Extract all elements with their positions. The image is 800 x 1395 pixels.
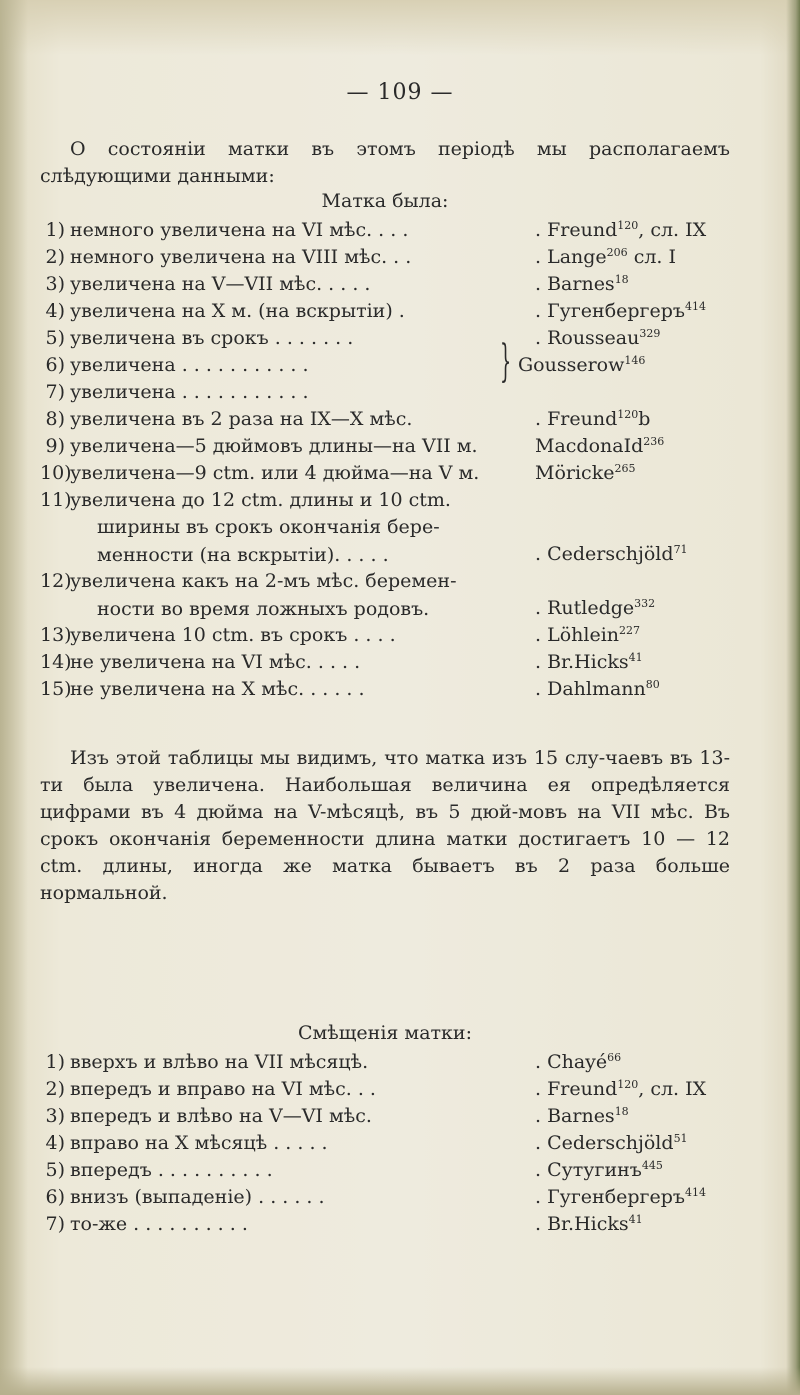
row-number: 15) [40,678,72,700]
row-text: внизъ (выпаденіе) [70,1186,253,1208]
row-dots: . . [387,246,412,268]
row-number: 10) [40,462,72,484]
source-ref: 18 [614,273,629,286]
row-number: 2) [45,1078,65,1100]
source-ref: 41 [628,651,643,664]
source-name: . Сутугинъ [535,1159,642,1181]
row-text: немного увеличена на VIII мѣс. [70,246,388,268]
row-source [535,1049,621,1076]
source-ref: 66 [607,1051,622,1064]
source-name: . Barnes [535,1105,615,1127]
row-number: 5) [45,1159,65,1181]
row-text: увеличена какъ на 2-мъ мѣс. беремен- [70,570,457,592]
entry-11-continuation-2: менности (на вскрытіи). . . . . [97,544,389,566]
source-name: . Freund [535,1078,618,1100]
row-dots: . . . . . . . [268,327,354,349]
row-dots: . . . . [311,651,361,673]
source-name: . Lange [535,246,607,268]
source-name: . Гугенбергеръ [535,1186,685,1208]
row-dots: . . . . . . [252,1186,325,1208]
source-tail: b [638,408,651,430]
table-row [40,1130,730,1157]
row-dots: . . . . . . . . . . . [175,381,309,403]
row-dots: . . . . . . . . . . . [175,354,309,376]
entry-11-continuation: ширины въ срокъ окончанія бере- [97,516,440,538]
source-ref: 71 [673,543,688,556]
source-name: . Chayé [535,1051,608,1073]
source-ref: 120 [617,219,639,232]
intro-text: О состояніи матки въ этомъ періодѣ мы располагаемъ слѣдующими данными: [40,138,730,187]
table1-heading: Матка была: [321,190,449,212]
table-row [40,676,730,703]
row-number: 6) [45,1186,65,1208]
source-name: . Rutledge [535,597,635,619]
table-row [40,622,730,649]
table-row [40,244,730,271]
source-name: . Freund [535,408,618,430]
row-number: 4) [45,1132,65,1154]
row-source [535,298,706,325]
row-text: не увеличена на X мѣс. [70,678,305,700]
table2-heading: Смѣщенія матки: [297,1022,472,1044]
row-text: вправо на X мѣсяцѣ [70,1132,268,1154]
row-text: увеличена [70,354,176,376]
source-ref: 227 [619,624,641,637]
row-dots: . . . . . . . . . . [151,1159,273,1181]
row-source [535,460,635,487]
row-number: 14) [40,651,72,673]
row-text: то-же [70,1213,128,1235]
table-row [40,406,730,433]
source-name: . Löhlein [535,624,620,646]
row-dots: . [392,300,405,322]
row-number: 2) [45,246,65,268]
table-row [40,1076,730,1103]
row-source [535,649,643,676]
source-tail: сл. I [627,246,677,268]
source-ref: 120 [617,1078,639,1091]
row-text: увеличена 10 ctm. въ срокъ [70,624,348,646]
row-text: не увеличена на VI мѣс. [70,651,312,673]
row-text: впередъ [70,1159,152,1181]
row-source [535,1076,706,1103]
source-ref: 445 [641,1159,663,1172]
row-number: 6) [45,354,65,376]
row-dots: . . . . [322,273,371,295]
source-ref: 146 [624,354,646,367]
source-ref: 329 [639,327,661,340]
row-dots: . . . . . [267,1132,328,1154]
row-number: 12) [40,570,72,592]
row-number: 5) [45,327,65,349]
source-ref: 265 [614,462,636,475]
row-text: увеличена—9 ctm. или 4 дюйма—на V м. [70,462,480,484]
source-ref: 206 [606,246,628,259]
row-source [535,325,660,352]
source-ref: 414 [685,300,706,313]
source-name: . Dahlmann [535,678,646,700]
table-row [40,1157,730,1184]
row-number: 9) [45,435,65,457]
row-number: 7) [45,381,65,403]
row-number: 13) [40,624,72,646]
row-number: 1) [45,219,65,241]
table-row [40,433,730,460]
table-row [40,298,730,325]
row-number: 7) [45,1213,65,1235]
source-name: MacdonaId [535,435,644,457]
brace-6-7: } [500,336,512,387]
row-dots: . . [351,1078,376,1100]
row-source [535,1157,663,1184]
row-text: немного увеличена на VI мѣс. [70,219,373,241]
row-dots: . . . . . [304,678,365,700]
row-source [535,622,640,649]
row-number: 4) [45,300,65,322]
row-number: 8) [45,408,65,430]
source-name: . Br.Hicks [535,651,629,673]
row-number: 1) [45,1051,65,1073]
table-row [40,1184,730,1211]
source-name: . Rousseau [535,327,640,349]
table-row [40,487,730,514]
row-text: увеличена на X м. (на вскрытіи) [70,300,393,322]
page-edge-bottom [0,1367,800,1395]
page-edge-left [0,0,28,1395]
table-row [40,1103,730,1130]
source-name: Gousserow [518,354,625,376]
row-text: увеличена въ 2 раза на IX—X мѣс. [70,408,413,430]
row-number: 11) [40,489,72,511]
row-source [535,406,650,433]
source-ref: 236 [643,435,665,448]
source-name: . Cederschjöld [535,1132,674,1154]
row-text: увеличена—5 дюймовъ длины—на VII м. [70,435,478,457]
row-source [535,1184,706,1211]
row-source [535,433,664,460]
row-number: 3) [45,273,65,295]
page-number: — 109 — [346,80,454,105]
row-text: впередъ и влѣво на V—VI мѣс. [70,1105,372,1127]
row-source [535,1130,688,1157]
analysis-paragraph [40,745,730,907]
page-edge-right [786,0,800,1395]
source-ref: 120 [617,408,639,421]
source-name: . Barnes [535,273,615,295]
source-ref: 80 [645,678,660,691]
analysis-text: Изъ этой таблицы мы видимъ, что матка изъ 15 слу-чаевъ въ 13-ти была увеличена. Наибольшая величина ея опредѣляется цифрами въ 4 дюйма на V-мѣсяцѣ, въ 5 дюй-мовъ на VII мѣс. Въ срокъ окончанія беременности длина матки достигаетъ 10 — 12 ctm. длины, иногда же матка бываетъ въ 2 раза больше нормальной. [40,747,730,904]
row-text: увеличена до 12 ctm. длины и 10 ctm. [70,489,451,511]
source-name: . Freund [535,219,618,241]
row-source [535,676,660,703]
source-name: . Гугенбергеръ [535,300,685,322]
source-tail: , сл. IX [638,219,707,241]
row-text: увеличена въ срокъ [70,327,269,349]
table-row [40,1211,730,1238]
row-text: впередъ и вправо на VI мѣс. [70,1078,352,1100]
row-dots: . . . . [347,624,396,646]
table-row [40,271,730,298]
source-name: . Br.Hicks [535,1213,629,1235]
table-row [40,379,730,406]
row-text: вверхъ и влѣво на VII мѣсяцѣ. [70,1051,369,1073]
source-ref: 41 [628,1213,643,1226]
source-gousserow [518,352,645,379]
row-source [535,271,629,298]
page-edge-top [0,0,800,55]
source-tail: , сл. IX [638,1078,707,1100]
row-text: увеличена на V—VII мѣс. [70,273,323,295]
table-row [40,217,730,244]
row-source [535,1211,643,1238]
source-ref: 51 [673,1132,688,1145]
entry-12-continuation: ности во время ложныхъ родовъ. [97,598,430,620]
row-source [535,541,688,568]
table-row [40,460,730,487]
source-name: . Cederschjöld [535,543,674,565]
table-row [40,568,730,595]
table-row [40,1049,730,1076]
intro-paragraph [40,136,730,190]
row-source [535,595,655,622]
row-number: 3) [45,1105,65,1127]
row-source [535,1103,629,1130]
source-ref: 414 [685,1186,706,1199]
row-text: увеличена [70,381,176,403]
table-row [40,325,730,352]
source-name: Mörіcke [535,462,615,484]
row-dots: . . . . . . . . . . [127,1213,248,1235]
row-source [535,244,676,271]
row-dots: . . . [372,219,409,241]
source-ref: 18 [614,1105,629,1118]
row-source [535,217,706,244]
source-ref: 332 [634,597,656,610]
table-row [40,649,730,676]
